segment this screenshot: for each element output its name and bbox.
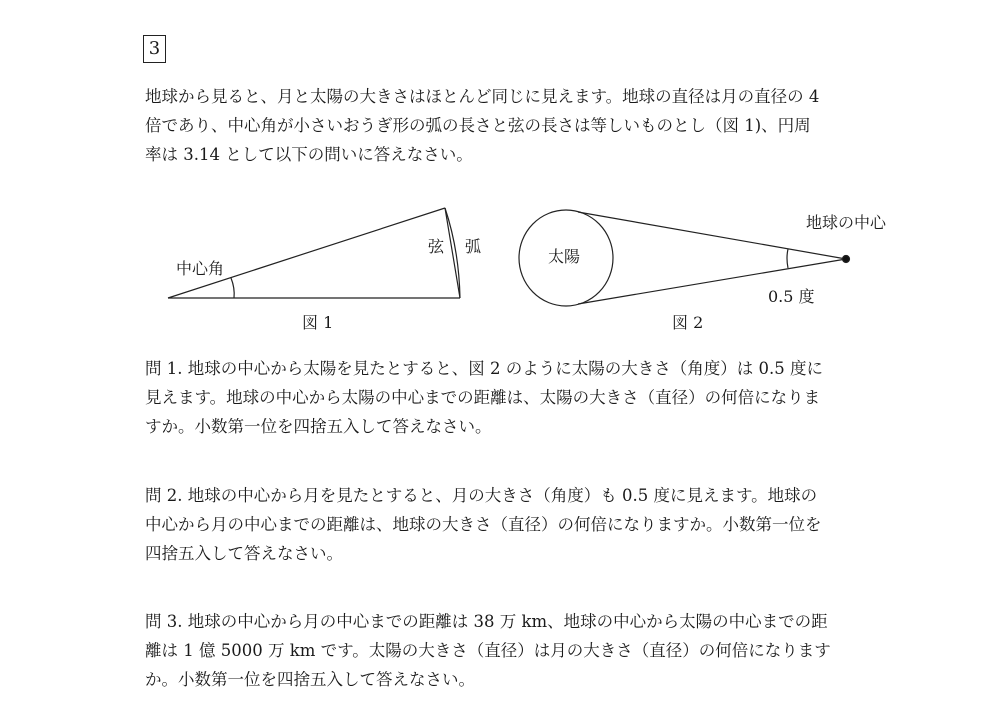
arc-label: 弧 — [465, 237, 482, 256]
angle-label: 0.5 度 — [768, 287, 815, 306]
text-line: 見えます。地球の中心から太陽の中心までの距離は、太陽の大きさ（直径）の何倍になりま — [145, 388, 821, 407]
text-line: 中心から月の中心までの距離は、地球の大きさ（直径）の何倍になりますか。小数第一位を — [145, 515, 822, 534]
text-line: か。小数第一位を四捨五入して答えなさい。 — [145, 670, 475, 689]
angle-arc — [231, 278, 234, 298]
question-1 — [145, 354, 823, 441]
figure-2-caption: 図 2 — [672, 313, 704, 332]
question-2 — [145, 481, 822, 568]
text-line: 四捨五入して答えなさい。 — [145, 544, 343, 563]
chord-label: 弦 — [428, 237, 445, 256]
figure-1 — [168, 208, 460, 298]
angle-arc — [787, 249, 788, 268]
text-line: 倍であり、中心角が小さいおうぎ形の弧の長さと弦の長さは等しいものとし（図 1)、円周 — [145, 116, 811, 135]
text-line: 地球から見ると、月と太陽の大きさはほとんど同じに見えます。地球の直径は月の直径の 4 — [145, 87, 820, 106]
angle-label: 中心角 — [176, 259, 225, 278]
sun-label: 太陽 — [548, 247, 581, 266]
text-line: 問 3. 地球の中心から月の中心までの距離は 38 万 km、地球の中心から太陽の中心までの距 — [145, 612, 828, 631]
question-3 — [145, 607, 831, 694]
text-line: 問 1. 地球の中心から太陽を見たとすると、図 2 のように太陽の大きさ（角度）は 0.5 度に — [145, 359, 823, 378]
text-line: 問 2. 地球の中心から月を見たとすると、月の大きさ（角度）も 0.5 度に見えます。地球の — [145, 486, 818, 505]
figure-1-caption: 図 1 — [302, 313, 334, 332]
earth-center-dot — [843, 256, 850, 263]
chord — [445, 208, 460, 298]
text-line: 離は 1 億 5000 万 km です。太陽の大きさ（直径）は月の大きさ（直径）の何倍になります — [145, 641, 831, 660]
text-line: 率は 3.14 として以下の問いに答えなさい。 — [145, 145, 473, 164]
radius-top — [168, 208, 445, 298]
problem-number: 3 — [143, 35, 166, 63]
earth-center-label: 地球の中心 — [806, 213, 887, 232]
text-line: すか。小数第一位を四捨五入して答えなさい。 — [145, 417, 492, 436]
